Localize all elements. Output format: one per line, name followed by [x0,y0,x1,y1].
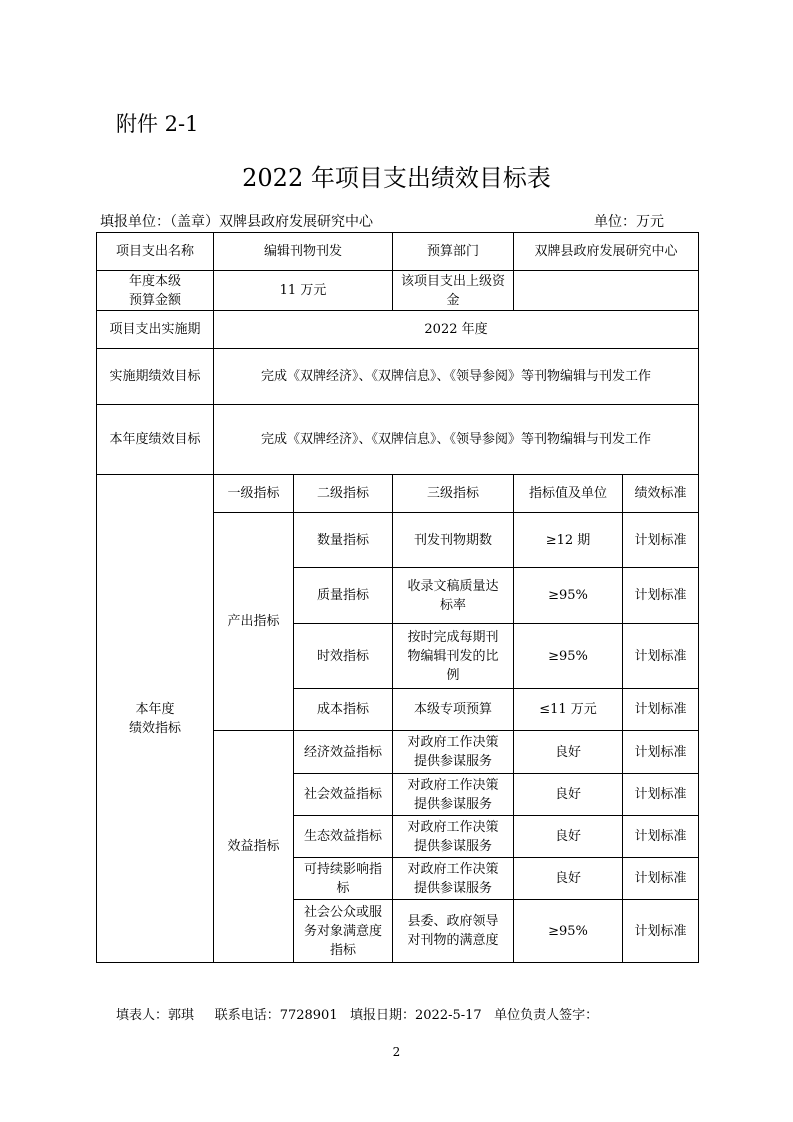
level2-line: 生态效益指标 [304,829,383,844]
level3-cell [393,900,514,963]
level2-line: 质量指标 [317,588,370,603]
value-cell: ≥95% [514,900,623,963]
level2-line: 务对象满意度 [304,923,383,939]
level3-line: 物编辑刊发的比 [407,648,499,664]
value-cell: ≥95% [514,624,623,689]
column-header: 绩效标准 [623,475,699,513]
column-header: 指标值及单位 [514,475,623,513]
level3-cell [393,731,514,774]
annual-goal-label: 本年度绩效目标 [97,405,214,475]
table-row [97,405,699,475]
level3-cell [393,858,514,900]
annual-goal-value: 完成《双牌经济》、《双牌信息》、《领导参阅》等刊物编辑与刊发工作 [214,405,699,475]
level2-cell [294,513,393,568]
level3-line: 例 [446,667,460,683]
fill-unit: 填报单位：（盖章）双牌县政府发展研究中心 [100,214,373,230]
table-row [97,233,699,271]
level3-line: 刊发刊物期数 [414,532,493,548]
level2-cell [294,858,393,900]
superior-funds-value [514,271,699,311]
standard-cell: 计划标准 [623,624,699,689]
level2-line: 时效指标 [317,648,370,664]
value-cell: 良好 [514,731,623,774]
level2-line: 经济效益指标 [304,744,383,760]
value-cell: ≤11 万元 [514,689,623,731]
level3-line: 按时完成每期刊 [407,629,499,645]
attachment-label: 附件 2-1 [116,112,199,136]
level3-line: 提供参谋服务 [414,838,493,854]
level3-line: 提供参谋服务 [414,796,493,812]
level3-line: 对政府工作决策 [407,861,499,877]
page-title: 2022 年项目支出绩效目标表 [242,164,551,192]
level3-line: 对政府工作决策 [407,735,499,750]
standard-cell: 计划标准 [623,568,699,624]
period-goal-value: 完成《双牌经济》、《双牌信息》、《领导参阅》等刊物编辑与刊发工作 [214,349,699,405]
value-cell: ≥95% [514,568,623,624]
standard-cell: 计划标准 [623,513,699,568]
annual-budget-value: 11 万元 [214,271,393,311]
level2-cell [294,568,393,624]
currency-unit: 单位：万元 [594,214,664,230]
indicator-group-label: 本年度 绩效指标 [97,475,214,963]
level3-cell [393,689,514,731]
standard-cell: 计划标准 [623,689,699,731]
level2-line: 成本指标 [317,702,370,717]
column-header: 二级指标 [294,475,393,513]
table-row [97,475,699,513]
page-number: 2 [392,1045,401,1059]
period-goal-label: 实施期绩效目标 [97,349,214,405]
level2-cell [294,731,393,774]
fill-date: 填报日期：2022-5-17 [350,1008,482,1023]
superior-funds-label: 该项目支出上级资金 [393,271,514,311]
level2-line: 社会公众或服 [304,904,383,920]
level2-line: 可持续影响指 [304,861,383,877]
level2-cell [294,624,393,689]
level2-cell [294,900,393,963]
signature-label: 单位负责人签字： [494,1008,599,1023]
value-cell: ≥12 期 [514,513,623,568]
level3-line: 对政府工作决策 [407,819,499,835]
level3-line: 标率 [440,597,467,613]
level3-cell [393,513,514,568]
level3-line: 县委、政府领导 [407,914,499,929]
level3-cell [393,624,514,689]
budget-dept-value: 双牌县政府发展研究中心 [514,233,699,271]
footer [116,1004,598,1023]
level3-line: 提供参谋服务 [414,880,493,896]
period-value: 2022 年度 [214,311,699,349]
level2-cell [294,816,393,858]
standard-cell: 计划标准 [623,774,699,816]
period-label: 项目支出实施期 [97,311,214,349]
level2-line: 标 [336,880,350,896]
annual-budget-label: 年度本级 预算金额 [97,271,214,311]
level2-line: 社会效益指标 [304,787,383,802]
level3-line: 本级专项预算 [414,702,493,717]
level1-output-label: 产出指标 [214,513,294,731]
standard-cell: 计划标准 [623,731,699,774]
filler: 填表人：郭琪 [116,1008,195,1023]
value-cell: 良好 [514,774,623,816]
value-cell: 良好 [514,816,623,858]
level2-cell [294,774,393,816]
level3-cell [393,568,514,624]
project-name-value: 编辑刊物刊发 [214,233,393,271]
column-header: 一级指标 [214,475,294,513]
performance-table [96,232,699,963]
table-row [97,271,699,311]
level1-benefit-label: 效益指标 [214,731,294,963]
level2-line: 数量指标 [317,532,370,548]
column-header: 三级指标 [393,475,514,513]
level3-line: 对政府工作决策 [407,777,499,793]
standard-cell: 计划标准 [623,858,699,900]
value-cell: 良好 [514,858,623,900]
standard-cell: 计划标准 [623,816,699,858]
phone: 联系电话：7728901 [214,1008,338,1023]
table-row [97,311,699,349]
level3-line: 收录文稿质量达 [407,578,499,594]
project-name-label: 项目支出名称 [97,233,214,271]
budget-dept-label: 预算部门 [393,233,514,271]
level2-cell [294,689,393,731]
standard-cell: 计划标准 [623,900,699,963]
level3-line: 对刊物的满意度 [407,933,499,948]
level3-cell [393,816,514,858]
level2-line: 指标 [330,942,357,958]
level3-cell [393,774,514,816]
table-row [97,349,699,405]
level3-line: 提供参谋服务 [414,754,493,769]
